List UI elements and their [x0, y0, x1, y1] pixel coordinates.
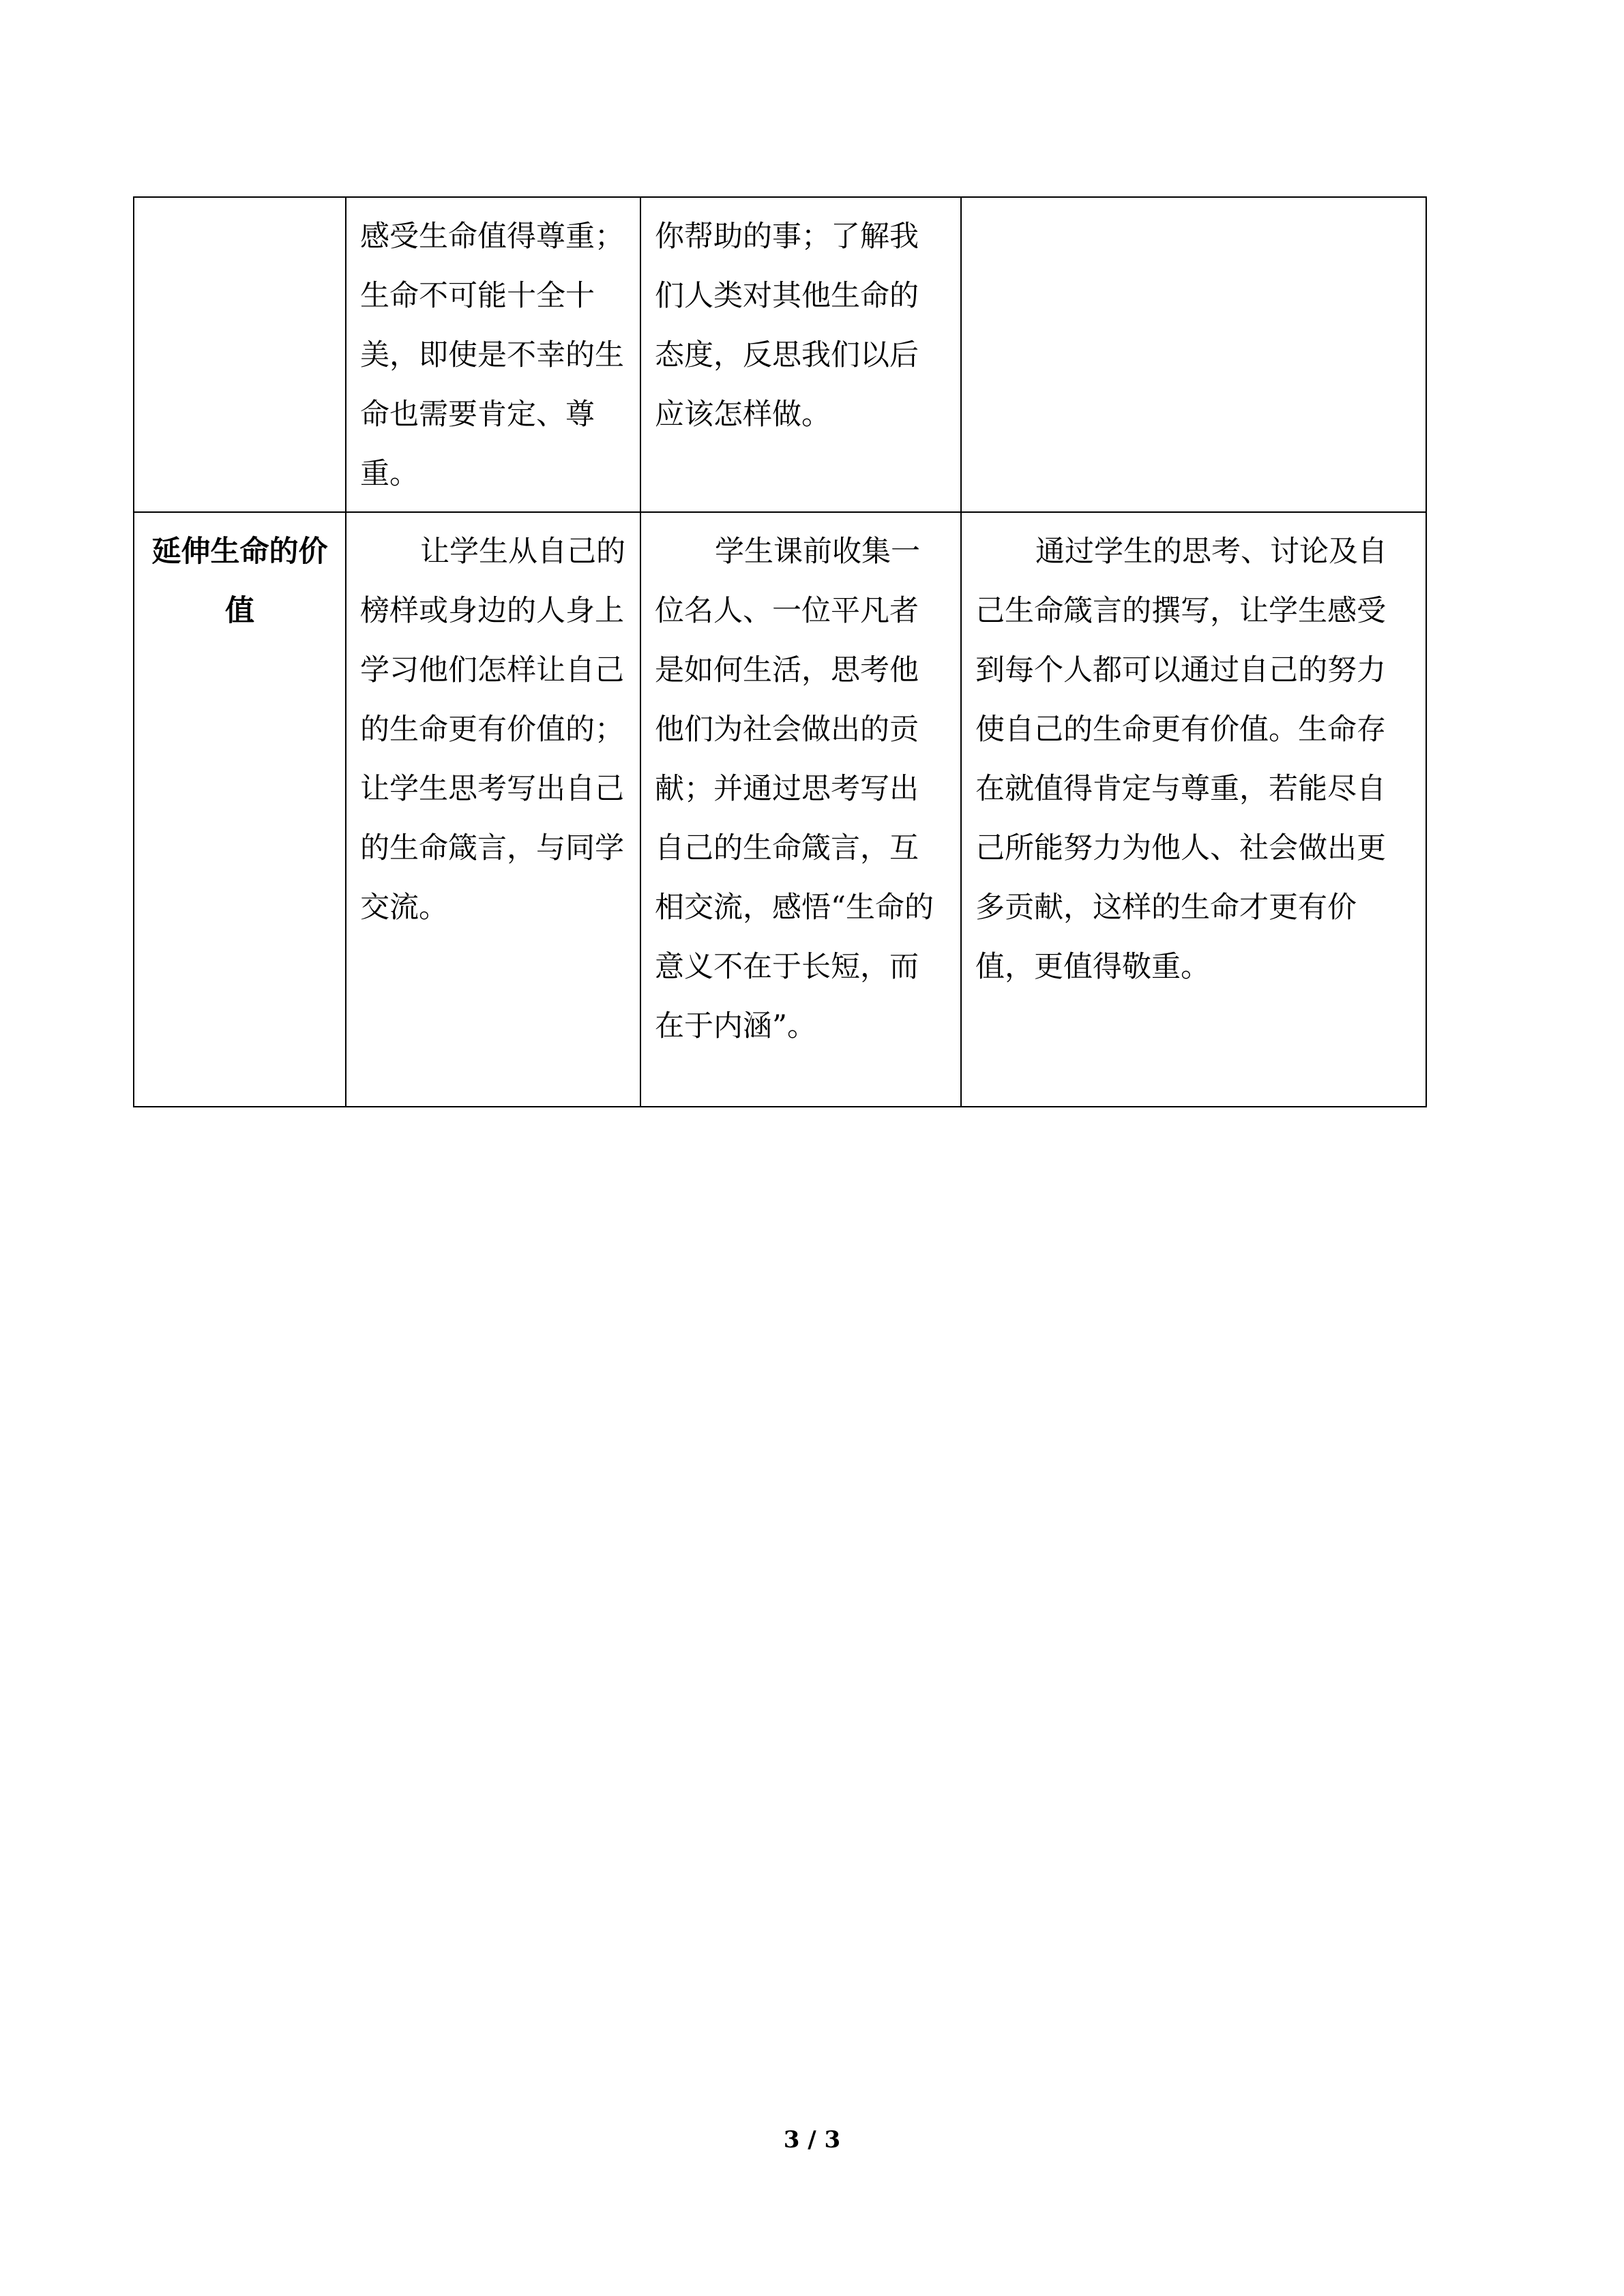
- design-intent-cell: [346, 197, 640, 512]
- page-number: 3 / 3: [783, 2126, 841, 2153]
- design-intent-text: 感受生命值得尊重；生命不可能十全十美，即使是不幸的生命也需要肯定、尊重。: [360, 220, 624, 491]
- student-activity-cell: [640, 197, 961, 512]
- design-intent-cell: [346, 512, 640, 1107]
- lesson-plan-table: [133, 196, 1427, 1107]
- teacher-notes-cell: [961, 197, 1426, 512]
- design-intent-text: 让学生从自己的榜样或身边的人身上学习他们怎样让自己的生命更有价值的；让学生思考写出自己的生命箴言，与同学交流。: [360, 535, 625, 925]
- student-activity-text: 你帮助的事；了解我们人类对其他生命的态度，反思我们以后应该怎样做。: [655, 220, 919, 432]
- student-activity-text: 学生课前收集一位名人、一位平凡者是如何生活，思考他他们为社会做出的贡献；并通过思考写出自己的生命箴言，互相交流，感悟“生命的意义不在于长短，而在于内涵”。: [655, 535, 934, 1043]
- stage-cell: [134, 512, 346, 1107]
- student-activity-cell: [640, 512, 961, 1107]
- teacher-notes-cell: [961, 512, 1426, 1107]
- table-row: [134, 512, 1426, 1107]
- stage-cell: [134, 197, 346, 512]
- stage-label: 延伸生命的价值: [151, 535, 328, 628]
- table-row: [134, 197, 1426, 512]
- teacher-notes-text: 通过学生的思考、讨论及自己生命箴言的撰写，让学生感受到每个人都可以通过自己的努力使自己的生命更有价值。生命存在就值得肯定与尊重，若能尽自己所能努力为他人、社会做出更多贡献，这样的生命才更有价值，更值得敬重。: [975, 535, 1387, 984]
